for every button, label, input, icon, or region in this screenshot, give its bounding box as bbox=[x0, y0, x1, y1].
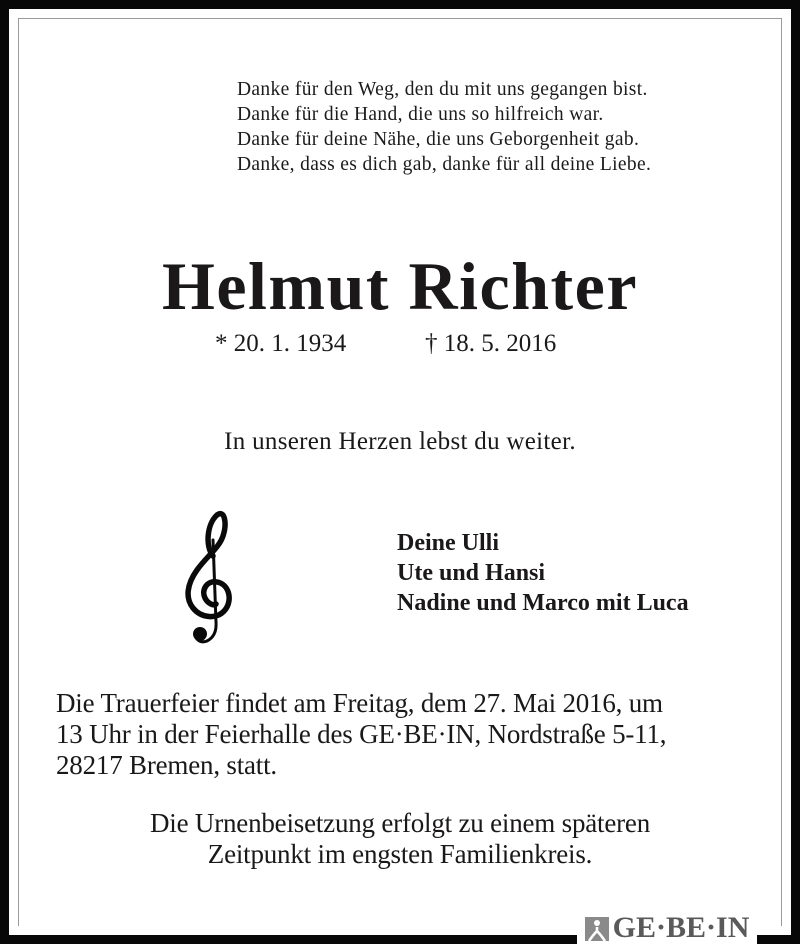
gebein-logo bbox=[577, 910, 757, 946]
poem-line: Danke für die Hand, die uns so hilfreich war. bbox=[237, 104, 604, 125]
mourner: Deine Ulli bbox=[397, 530, 499, 556]
service-line: 13 Uhr in der Feierhalle des GE·BE·IN, Nordstraße 5-11, bbox=[56, 719, 667, 749]
poem-line: Danke für deine Nähe, die uns Geborgenheit gab. bbox=[237, 129, 640, 150]
gebein-logo-text: GE·BE·IN bbox=[612, 911, 750, 944]
service-line: 28217 Bremen, statt. bbox=[56, 750, 277, 780]
urn-line: Die Urnenbeisetzung erfolgt zu einem späteren bbox=[149, 808, 651, 838]
urn-burial-info bbox=[0, 808, 800, 870]
death-date: † 18. 5. 2016 bbox=[425, 330, 557, 357]
motto: In unseren Herzen lebst du weiter. bbox=[224, 428, 576, 455]
deceased-name: Helmut Richter bbox=[161, 248, 639, 324]
treble-clef-icon bbox=[183, 510, 241, 650]
life-dates bbox=[0, 327, 800, 361]
funeral-service-info bbox=[56, 688, 776, 781]
gebein-logo-icon bbox=[585, 917, 609, 941]
mourner: Nadine und Marco mit Luca bbox=[397, 590, 689, 616]
poem-line: Danke für den Weg, den du mit uns gegangen bist. bbox=[237, 79, 648, 100]
urn-line: Zeitpunkt im engsten Familienkreis. bbox=[207, 839, 593, 869]
poem bbox=[237, 77, 757, 177]
poem-line: Danke, dass es dich gab, danke für all deine Liebe. bbox=[237, 154, 652, 175]
mourner: Ute und Hansi bbox=[397, 560, 546, 586]
mourners-list bbox=[397, 528, 689, 618]
birth-date: * 20. 1. 1934 bbox=[215, 330, 347, 357]
service-line: Die Trauerfeier findet am Freitag, dem 27. Mai 2016, um bbox=[56, 688, 663, 718]
